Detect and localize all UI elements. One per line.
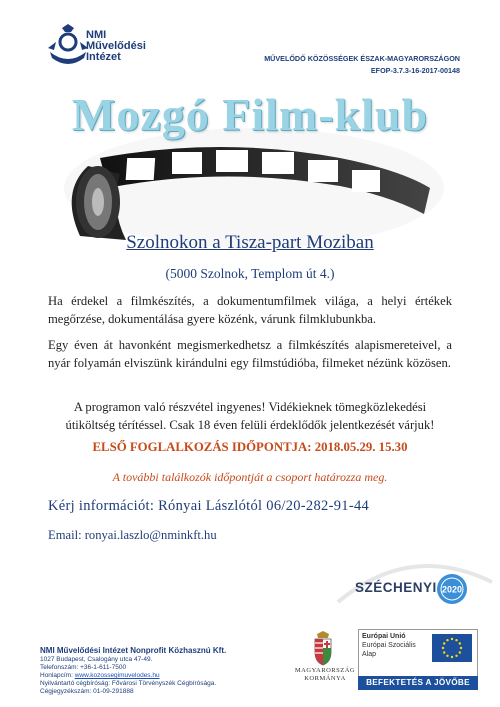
eu-flag-icon	[432, 634, 472, 662]
eu-star-icon	[451, 656, 453, 658]
org-name: MŰVELŐDŐ KÖZÖSSÉGEK ÉSZAK-MAGYARORSZÁGON	[264, 54, 460, 63]
project-header	[264, 53, 460, 77]
footer-web-link[interactable]: www.kozossegimuvelodes.hu	[74, 672, 160, 679]
szechenyi-label: SZÉCHENYI	[355, 580, 437, 595]
eu-star-icon	[446, 655, 448, 657]
participation-paragraph: A programon való részvétel ingyenes! Vidékieknek tömegközlekedési útiköltség térítéssel. Csak 18 éven felüli érdeklődők jelentkezését várjuk!	[65, 400, 435, 432]
szechenyi-2020-badge-icon	[436, 573, 468, 605]
eu-line-3: Alap	[362, 651, 377, 658]
eu-star-icon	[442, 647, 444, 649]
eu-line-1: Európai Unió	[362, 633, 406, 640]
program-paragraph: Egy éven át havonként megismerkedhetsz a filmkészítés alapismereteivel, a nyár folyamán elviszünk kirándulni egy filmstúdióba, filmeket nézünk közösen.	[48, 338, 452, 370]
contact-info: Kérj információt: Rónyai Lászlótól 06/20-282-91-44	[48, 498, 370, 514]
logo-line-3: Intézet	[86, 51, 121, 63]
footer-address: 1027 Budapest, Csalogány utca 47-49.	[40, 656, 153, 663]
eu-star-icon	[455, 639, 457, 641]
hungarian-crest-icon	[300, 630, 346, 666]
venue-address: (5000 Szolnok, Templom út 4.)	[165, 266, 335, 281]
eu-fund-text	[362, 632, 416, 659]
szechenyi-year: 2020	[441, 584, 463, 595]
eu-star-icon	[446, 639, 448, 641]
logo-text	[86, 30, 146, 63]
eu-star-icon	[443, 642, 445, 644]
eu-star-icon	[459, 642, 461, 644]
footer-web-label: Honlapcím:	[40, 672, 75, 679]
logo-line-1: NMI	[86, 29, 107, 41]
project-code: EFOP-3.7.3-16-2017-00148	[370, 66, 460, 75]
footer-phone: Telefonszám: +36-1-611-7500	[40, 664, 127, 671]
eu-line-2: Európai Szociális	[362, 642, 416, 649]
footer-org-name: NMI Művelődési Intézet Nonprofit Közhasznú Kft.	[40, 646, 227, 655]
eu-banner: BEFEKTETÉS A JÖVŐBE	[358, 676, 478, 690]
eu-star-icon	[455, 655, 457, 657]
logo-line-2: Művelődési	[86, 40, 146, 52]
first-session-date: ELSŐ FOGLALKOZÁS IDŐPONTJA: 2018.05.29. 15.30	[92, 440, 408, 454]
venue-heading: Szolnokon a Tisza-part Moziban	[126, 232, 374, 253]
page-title: Mozgó Film-klub	[71, 89, 429, 140]
government-line-2: KORMÁNYA	[304, 675, 346, 682]
eu-star-icon	[460, 647, 462, 649]
footer-registry: Nyilvántartó cégbíróság: Fővárosi Törvényszék Cégbírósága.	[40, 680, 217, 687]
intro-paragraph: Ha érdekel a filmkészítés, a dokumentumfilmek világa, a helyi értékek megőrzése, dokumentálása gyere közénk, várunk filmklubunkba.	[48, 294, 452, 326]
government-line-1: MAGYARORSZÁG	[294, 667, 356, 674]
footer-company-no: Cégjegyzékszám: 01-09-291888	[40, 688, 134, 695]
eu-star-icon	[451, 638, 453, 640]
contact-email: Email: ronyai.laszlo@nminkft.hu	[48, 528, 217, 542]
government-label	[290, 667, 360, 683]
schedule-note: A további találkozók időpontját a csoport határozza meg.	[112, 470, 388, 484]
eu-star-icon	[443, 651, 445, 653]
eu-star-icon	[459, 651, 461, 653]
